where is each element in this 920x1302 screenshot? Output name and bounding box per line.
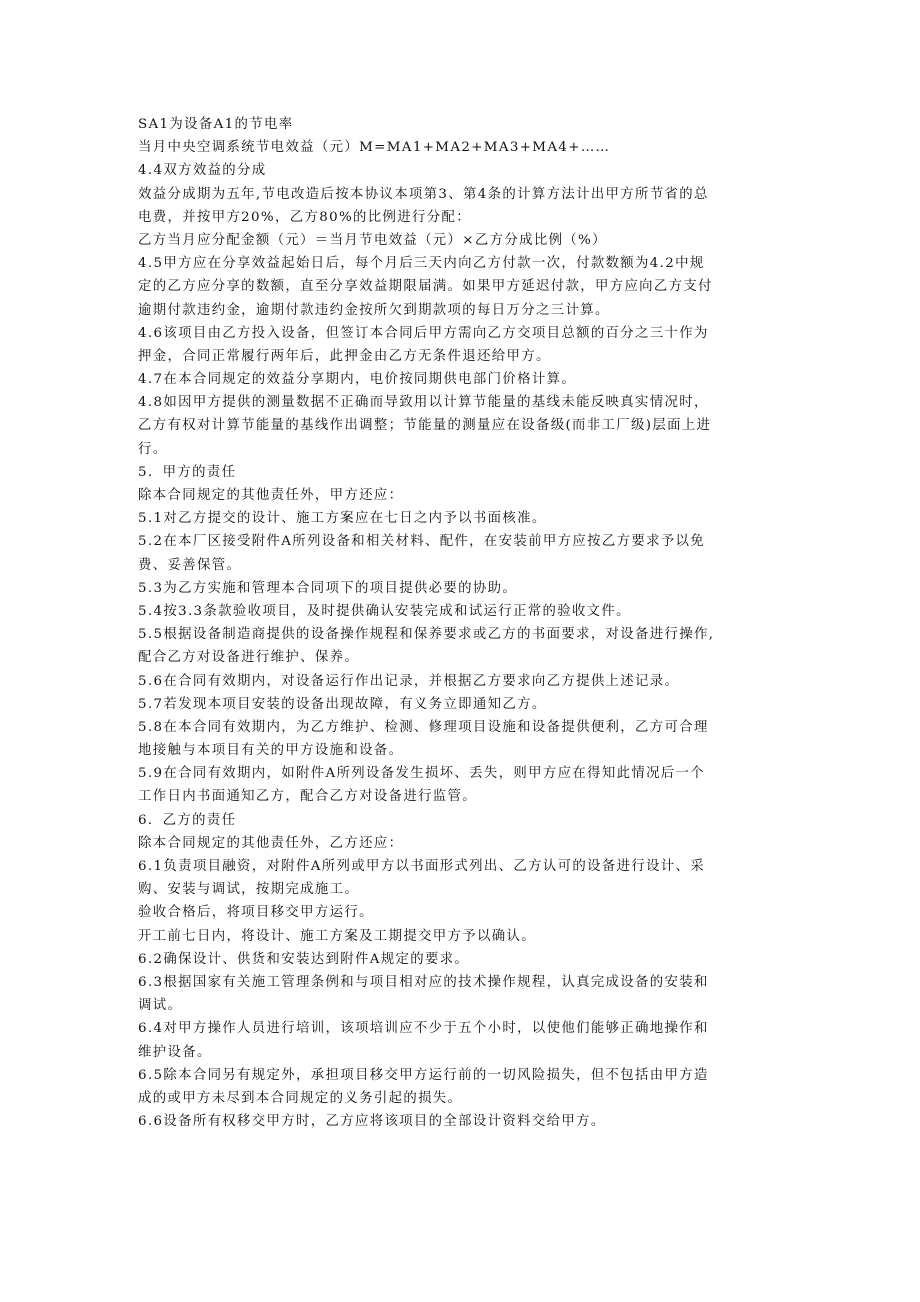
text-line: 购、安装与调试，按期完成施工。 <box>138 882 360 898</box>
document-body <box>138 113 788 1133</box>
text-line: 乙方当月应分配金额（元）＝当月节电效益（元）×乙方分成比例（%） <box>138 232 607 248</box>
text-line: 6.4对甲方操作人员进行培训，该项培训应不少于五个小时，以使他们能够正确地操作和 <box>138 1021 709 1037</box>
text-line: 5.6在合同有效期内，对设备运行作出记录，并根据乙方要求向乙方提供上述记录。 <box>138 673 680 689</box>
text-line: 6．乙方的责任 <box>138 812 237 828</box>
text-line: 4.5甲方应在分享效益起始日后，每个月后三天内向乙方付款一次，付款数额为4.2中规 <box>138 256 705 272</box>
text-line: 5.3为乙方实施和管理本合同项下的项目提供必要的协助。 <box>138 580 518 596</box>
text-line: SA1为设备A1的节电率 <box>138 117 294 132</box>
text-line: 4.8如因甲方提供的测量数据不正确而导致用以计算节能量的基线未能反映真实情况时， <box>138 395 709 411</box>
text-line: 除本合同规定的其他责任外，甲方还应： <box>138 488 404 503</box>
text-line: 5.5根据设备制造商提供的设备操作规程和保养要求或乙方的书面要求，对设备进行操作, <box>138 627 715 643</box>
text-line: 费、妥善保管。 <box>138 557 242 573</box>
text-line: 5.1对乙方提交的设计、施工方案应在七日之内予以书面核准。 <box>138 511 547 527</box>
text-line: 成的或甲方未尽到本合同规定的义务引起的损失。 <box>138 1090 463 1106</box>
text-line: 逾期付款违约金，逾期付款违约金按所欠到期款项的每日万分之三计算。 <box>138 302 610 318</box>
text-line: 4.4双方效益的分成 <box>138 163 267 179</box>
text-line: 配合乙方对设备进行维护、保养。 <box>138 650 360 666</box>
text-line: 地接触与本项目有关的甲方设施和设备。 <box>138 743 404 759</box>
text-line: 4.7在本合同规定的效益分享期内，电价按同期供电部门价格计算。 <box>138 372 577 388</box>
text-line: 除本合同规定的其他责任外，乙方还应： <box>138 835 404 851</box>
text-line: 6.3根据国家有关施工管理条例和与项目相对应的技术操作规程，认真完成设备的安装和 <box>138 974 709 990</box>
text-line: 行。 <box>138 441 168 457</box>
text-line: 6.5除本合同另有规定外，承担项目移交甲方运行前的一切风险损失，但不包括由甲方造 <box>138 1067 709 1083</box>
text-line: 维护设备。 <box>138 1044 212 1060</box>
text-line: 验收合格后，将项目移交甲方运行。 <box>138 905 374 921</box>
text-line: 5.4按3.3条款验收项目，及时提供确认安装完成和试运行正常的验收文件。 <box>138 603 631 619</box>
text-line: 5.8在本合同有效期内，为乙方维护、检测、修理项目设施和设备提供便利，乙方可合理 <box>138 719 709 735</box>
text-line: 5.2在本厂区接受附件A所列设备和相关材料、配件，在安装前甲方应按乙方要求予以免 <box>138 534 706 550</box>
text-line: 4.6该项目由乙方投入设备，但签订本合同后甲方需向乙方交项目总额的百分之三十作为 <box>138 325 709 341</box>
text-line: 工作日内书面通知乙方，配合乙方对设备进行监管。 <box>138 789 478 805</box>
text-line: 5.7若发现本项目安装的设备出现故障，有义务立即通知乙方。 <box>138 696 547 712</box>
text-line: 当月中央空调系统节电效益（元）M=MA1+MA2+MA3+MA4+…… <box>138 140 611 156</box>
text-line: 电费，并按甲方20%，乙方80%的比例进行分配： <box>138 209 471 225</box>
text-line: 6.1负责项目融资，对附件A所列或甲方以书面形式列出、乙方认可的设备进行设计、采 <box>138 859 706 874</box>
text-line: 效益分成期为五年,节电改造后按本协议本项第3、第4条的计算方法计出甲方所节省的总 <box>138 186 709 202</box>
text-line: 押金，合同正常履行两年后，此押金由乙方无条件退还给甲方。 <box>138 348 551 364</box>
text-line: 调试。 <box>138 998 183 1014</box>
text-line: 5.9在合同有效期内，如附件A所列设备发生损坏、丢失，则甲方应在得知此情况后一个 <box>138 766 706 782</box>
text-line: 乙方有权对计算节能量的基线作出调整；节能量的测量应在设备级(而非工厂级)层面上进 <box>138 418 712 434</box>
text-line: 5．甲方的责任 <box>138 464 237 480</box>
text-line: 6.2确保设计、供货和安装达到附件A规定的要求。 <box>138 951 470 967</box>
text-line: 开工前七日内，将设计、施工方案及工期提交甲方予以确认。 <box>138 928 536 944</box>
text-line: 定的乙方应分享的数额，直至分享效益期限届满。如果甲方延迟付款，甲方应向乙方支付 <box>138 279 713 295</box>
text-line: 6.6设备所有权移交甲方时，乙方应将该项目的全部设计资料交给甲方。 <box>138 1114 606 1130</box>
